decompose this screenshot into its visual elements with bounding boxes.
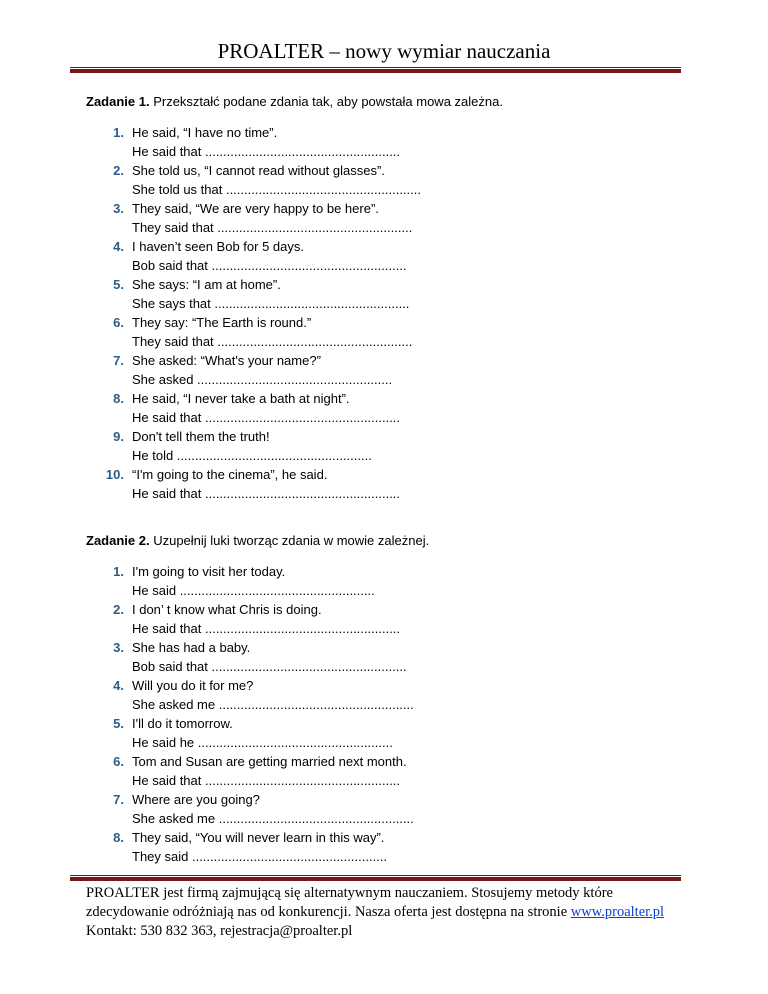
- item-answer-line: They said that ......................................................: [132, 220, 413, 235]
- item-number: 2.: [113, 163, 124, 178]
- item-answer-line: He said that ......................................................: [132, 621, 401, 636]
- item-answer-line: Bob said that ......................................................: [132, 659, 407, 674]
- task1-label: Zadanie 1.: [86, 94, 150, 109]
- item-sentence: They say: “The Earth is round.”: [132, 315, 312, 330]
- item-answer-line: She told us that ......................................................: [132, 182, 421, 197]
- list-item: [86, 465, 646, 503]
- item-answer-line: He said that ......................................................: [132, 486, 401, 501]
- item-sentence: She has had a baby.: [132, 640, 251, 655]
- item-answer-line: She says that ......................................................: [132, 296, 410, 311]
- item-number: 3.: [113, 201, 124, 216]
- list-item: [86, 714, 646, 752]
- task2-heading: [86, 533, 429, 549]
- item-number: 7.: [113, 353, 124, 368]
- item-number: 4.: [113, 239, 124, 254]
- footer-line-3: Kontakt: 530 832 363, rejestracja@proalter.pl: [86, 923, 353, 939]
- item-answer-line: She asked me ......................................................: [132, 811, 414, 826]
- header-rule: [70, 67, 681, 73]
- task1-heading: [86, 94, 503, 110]
- task2-label: Zadanie 2.: [86, 533, 150, 548]
- item-number: 1.: [113, 125, 124, 140]
- footer-line-1: PROALTER jest firmą zajmującą się alternatywnym nauczaniem. Stosujemy metody które: [86, 885, 613, 901]
- task1-instruction: Przekształć podane zdania tak, aby powstała mowa zależna.: [153, 94, 503, 109]
- item-answer-line: He said that ......................................................: [132, 773, 401, 788]
- list-item: [86, 828, 646, 866]
- item-answer-line: She asked me ......................................................: [132, 697, 414, 712]
- item-sentence: Tom and Susan are getting married next month.: [132, 754, 407, 769]
- item-answer-line: They said ......................................................: [132, 849, 388, 864]
- item-answer-line: He said that ......................................................: [132, 144, 401, 159]
- item-number: 6.: [113, 754, 124, 769]
- item-sentence: “I'm going to the cinema”, he said.: [132, 467, 328, 482]
- list-item: [86, 199, 646, 237]
- list-item: [86, 752, 646, 790]
- footer-line-2-text: zdecydowanie odróżniają nas od konkurencji. Nasza oferta jest dostępna na stronie: [86, 904, 571, 920]
- item-sentence: She asked: “What's your name?”: [132, 353, 321, 368]
- list-item: [86, 237, 646, 275]
- footer-rule: [70, 875, 681, 881]
- list-item: [86, 275, 646, 313]
- footer: [86, 884, 686, 941]
- item-number: 8.: [113, 391, 124, 406]
- task1-list: [86, 123, 646, 503]
- item-sentence: He said, “I never take a bath at night”.: [132, 391, 350, 406]
- item-number: 5.: [113, 716, 124, 731]
- list-item: [86, 161, 646, 199]
- item-sentence: I'm going to visit her today.: [132, 564, 286, 579]
- list-item: [86, 676, 646, 714]
- item-number: 2.: [113, 602, 124, 617]
- list-item: [86, 351, 646, 389]
- item-answer-line: He said he ......................................................: [132, 735, 393, 750]
- item-sentence: I'll do it tomorrow.: [132, 716, 233, 731]
- item-sentence: They said, “We are very happy to be here”.: [132, 201, 379, 216]
- list-item: [86, 313, 646, 351]
- page-header: [0, 38, 768, 64]
- task2-list: [86, 562, 646, 866]
- item-sentence: Will you do it for me?: [132, 678, 254, 693]
- item-number: 4.: [113, 678, 124, 693]
- item-number: 6.: [113, 315, 124, 330]
- footer-line-2: [86, 903, 686, 922]
- item-number: 3.: [113, 640, 124, 655]
- item-sentence: Don't tell them the truth!: [132, 429, 270, 444]
- item-number: 5.: [113, 277, 124, 292]
- item-number: 8.: [113, 830, 124, 845]
- item-sentence: I haven’t seen Bob for 5 days.: [132, 239, 304, 254]
- website-link[interactable]: www.proalter.pl: [570, 904, 665, 920]
- item-sentence: She says: “I am at home”.: [132, 277, 281, 292]
- task2-instruction: Uzupełnij luki tworząc zdania w mowie zależnej.: [153, 533, 430, 548]
- item-sentence: I don’ t know what Chris is doing.: [132, 602, 322, 617]
- list-item: [86, 389, 646, 427]
- item-number: 1.: [113, 564, 124, 579]
- list-item: [86, 123, 646, 161]
- item-sentence: He said, “I have no time”.: [132, 125, 278, 140]
- item-number: 10.: [105, 467, 124, 482]
- list-item: [86, 600, 646, 638]
- item-answer-line: She asked ......................................................: [132, 372, 393, 387]
- list-item: [86, 790, 646, 828]
- item-answer-line: He said ......................................................: [132, 583, 375, 598]
- item-sentence: Where are you going?: [132, 792, 260, 807]
- item-number: 9.: [113, 429, 124, 444]
- list-item: [86, 562, 646, 600]
- item-answer-line: He told ......................................................: [132, 448, 372, 463]
- item-answer-line: They said that ......................................................: [132, 334, 413, 349]
- item-sentence: They said, “You will never learn in this way”.: [132, 830, 385, 845]
- item-number: 7.: [113, 792, 124, 807]
- item-answer-line: Bob said that ......................................................: [132, 258, 407, 273]
- item-answer-line: He said that ......................................................: [132, 410, 401, 425]
- list-item: [86, 638, 646, 676]
- item-sentence: She told us, “I cannot read without glasses”.: [132, 163, 385, 178]
- header-title: PROALTER – nowy wymiar nauczania: [217, 39, 551, 63]
- list-item: [86, 427, 646, 465]
